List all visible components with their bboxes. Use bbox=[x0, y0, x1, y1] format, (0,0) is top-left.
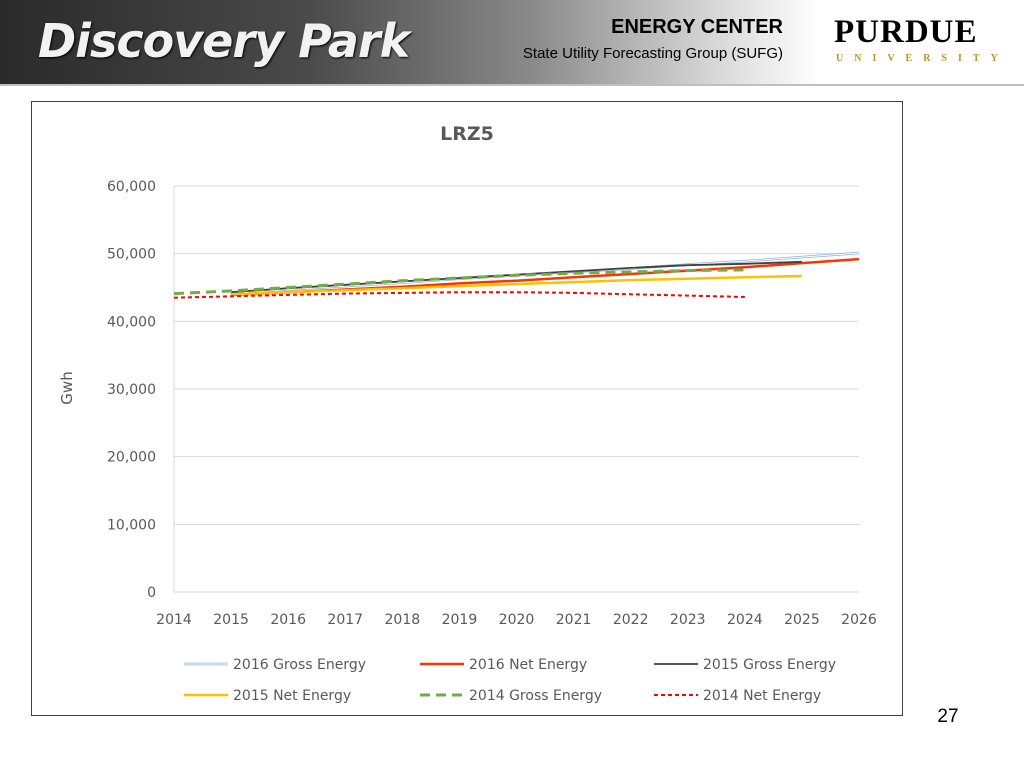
x-tick-label: 2026 bbox=[841, 612, 877, 628]
chart-frame bbox=[31, 101, 903, 716]
x-tick-label: 2023 bbox=[669, 612, 706, 628]
purdue-logo-name: PURDUE bbox=[834, 14, 978, 50]
page-number: 27 bbox=[937, 706, 959, 727]
series-lines bbox=[174, 253, 859, 298]
x-tick-labels bbox=[156, 612, 877, 628]
x-tick-label: 2020 bbox=[498, 612, 535, 628]
y-tick-label: 0 bbox=[147, 585, 156, 601]
series-line-4 bbox=[231, 276, 802, 294]
energy-center-title: ENERGY CENTER bbox=[611, 16, 783, 38]
x-tick-label: 2014 bbox=[156, 612, 192, 628]
y-tick-labels bbox=[107, 179, 156, 601]
x-tick-label: 2017 bbox=[327, 612, 364, 628]
discovery-park-logo: Discovery Park bbox=[38, 14, 410, 68]
legend-label: 2014 Gross Energy bbox=[469, 688, 602, 704]
legend-label: 2016 Net Energy bbox=[469, 657, 588, 673]
x-tick-label: 2025 bbox=[784, 612, 820, 628]
purdue-logo-university: UNIVERSITY bbox=[836, 53, 1009, 64]
y-tick-label: 10,000 bbox=[107, 517, 156, 534]
legend-label: 2015 Gross Energy bbox=[703, 657, 836, 673]
chart-title: LRZ5 bbox=[440, 123, 494, 145]
x-tick-label: 2018 bbox=[384, 612, 421, 628]
legend-label: 2014 Net Energy bbox=[703, 688, 822, 704]
x-tick-label: 2016 bbox=[270, 612, 306, 628]
legend-label: 2016 Gross Energy bbox=[233, 657, 366, 673]
gridlines bbox=[174, 186, 859, 592]
x-tick-label: 2015 bbox=[213, 612, 249, 628]
legend-label: 2015 Net Energy bbox=[233, 688, 352, 704]
y-tick-label: 40,000 bbox=[107, 314, 156, 331]
legend bbox=[184, 657, 836, 704]
x-tick-label: 2019 bbox=[441, 612, 478, 628]
y-tick-label: 60,000 bbox=[107, 179, 156, 195]
x-tick-label: 2022 bbox=[612, 612, 649, 628]
header-divider bbox=[0, 84, 1024, 86]
y-tick-label: 20,000 bbox=[107, 449, 156, 466]
sufg-subtitle: State Utility Forecasting Group (SUFG) bbox=[522, 45, 783, 62]
x-tick-label: 2021 bbox=[555, 612, 592, 628]
line-chart bbox=[32, 102, 902, 715]
y-tick-label: 50,000 bbox=[107, 246, 156, 263]
x-tick-label: 2024 bbox=[727, 612, 763, 628]
y-tick-label: 30,000 bbox=[107, 382, 156, 398]
y-axis-label: Gwh bbox=[58, 371, 76, 405]
